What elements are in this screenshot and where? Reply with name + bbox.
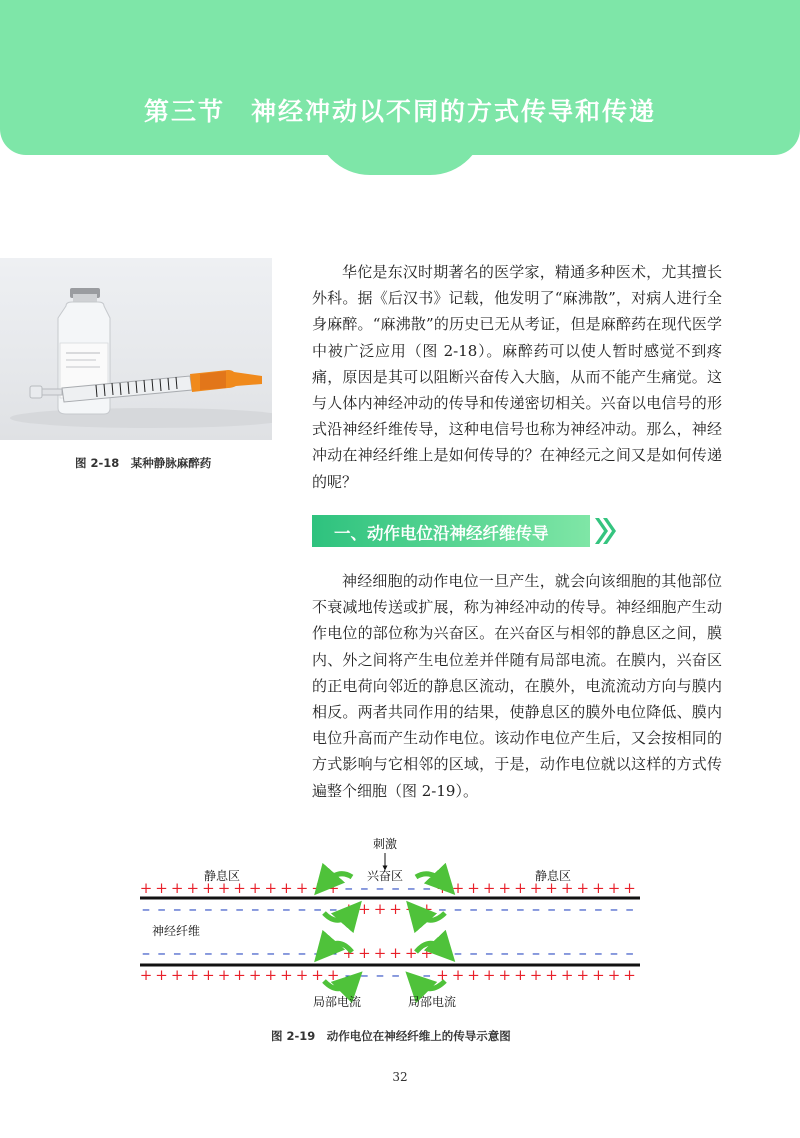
negative-charge: – xyxy=(204,943,213,962)
positive-charge: + xyxy=(529,966,543,984)
positive-charge: + xyxy=(233,966,246,984)
positive-charge: + xyxy=(482,879,496,897)
section-title: 神经冲动以不同的方式传导和传递 xyxy=(251,97,657,126)
figure-2-19-diagram xyxy=(140,830,660,1020)
positive-charge: + xyxy=(342,944,356,962)
positive-charge: + xyxy=(560,879,574,897)
negative-charge: – xyxy=(344,878,353,897)
intro-paragraph xyxy=(312,259,722,495)
positive-charge: + xyxy=(607,966,621,984)
positive-charge: + xyxy=(373,900,387,918)
negative-charge: – xyxy=(204,899,213,918)
positive-charge: + xyxy=(326,879,340,897)
negative-charge: – xyxy=(532,943,540,962)
negative-charge: – xyxy=(485,899,494,918)
negative-charge: – xyxy=(422,878,431,897)
positive-charge: + xyxy=(404,900,418,918)
local-current-right-label: 局部电流 xyxy=(407,995,457,1009)
positive-charge: + xyxy=(482,966,496,984)
negative-charge: – xyxy=(157,943,166,962)
positive-charge: + xyxy=(155,966,168,984)
positive-charge: + xyxy=(186,879,200,897)
negative-charge: – xyxy=(376,965,384,984)
negative-charge: – xyxy=(563,943,572,962)
negative-charge: – xyxy=(500,943,509,962)
page-number: 32 xyxy=(392,1070,408,1084)
positive-charge: + xyxy=(404,944,418,962)
nerve-conduction-svg xyxy=(140,830,660,1020)
negative-charge: – xyxy=(547,943,556,962)
positive-charge: + xyxy=(545,879,558,897)
positive-charge: + xyxy=(248,966,262,984)
negative-charge: – xyxy=(298,943,306,962)
positive-charge: + xyxy=(311,879,324,897)
positive-charge: + xyxy=(498,879,512,897)
negative-charge: – xyxy=(220,943,228,962)
figure-2-19-caption: 图 2-19 动作电位在神经纤维上的传导示意图 xyxy=(271,1029,511,1043)
positive-charge: + xyxy=(295,966,309,984)
positive-charge: + xyxy=(326,966,340,984)
negative-charge: – xyxy=(407,965,416,984)
lower-outer-charges xyxy=(140,965,636,984)
positive-charge: + xyxy=(623,879,636,897)
negative-charge: – xyxy=(360,965,369,984)
current-arrow-lower-in-left xyxy=(324,943,352,952)
negative-charge: – xyxy=(142,943,150,962)
positive-charge: + xyxy=(170,879,184,897)
positive-charge: + xyxy=(576,879,590,897)
positive-charge: + xyxy=(560,966,574,984)
resting-zone-left-label: 静息区 xyxy=(203,869,241,883)
positive-charge: + xyxy=(389,944,402,962)
negative-charge: – xyxy=(485,943,494,962)
positive-charge: + xyxy=(436,966,449,984)
positive-charge: + xyxy=(389,900,402,918)
negative-charge: – xyxy=(594,899,603,918)
lower-inner-charges xyxy=(142,943,634,962)
conduction-text: 神经细胞的动作电位一旦产生，就会向该细胞的其他部位不衰减地传送或扩展，称为神经冲动的传导。神经细胞产生动作电位的部位称为兴奋区。在兴奋区与相邻的静息区之间，膜内、外之间将产生电位差并伴随有局部电流。在膜内，兴奋区的正电荷向邻近的静息区流动，在膜外，电流流动方向与膜内相反。两者共同作用的结果，使静息区的膜外电位降低、膜内电位升高而产生动作电位。该动作电位产生后，又会按相同的方式影响与它相邻的区域，于是，动作电位就以这样的方式传遍整个细胞（图 2-19）。 xyxy=(312,572,722,800)
positive-charge: + xyxy=(592,879,605,897)
intro-text: 华佗是东汉时期著名的医学家，精通多种医术，尤其擅长外科。据《后汉书》记载，他发明了“麻沸散”，对病人进行全身麻醉。“麻沸散”的历史已无从考证，但是麻醉药在现代医学中被广泛应用（图 2-18）。麻醉药可以使人暂时感觉不到疼痛，原因是其可以阻断兴奋传入大脑，从而不能产生痛觉。这与人体内神经冲动的传导和传递密切相关。兴奋以电信号的形式沿神经纤维传导，这种电信号也称为神经冲动。那么，神经冲动在神经纤维上是如何传导的？在神经元之间又是如何传递的呢？ xyxy=(312,263,722,491)
negative-charge: – xyxy=(344,965,353,984)
negative-charge: – xyxy=(329,899,338,918)
positive-charge: + xyxy=(140,879,153,897)
negative-charge: – xyxy=(438,943,447,962)
positive-charge: + xyxy=(202,879,215,897)
positive-charge: + xyxy=(373,944,387,962)
negative-charge: – xyxy=(376,878,384,897)
positive-charge: + xyxy=(186,966,200,984)
negative-charge: – xyxy=(469,899,478,918)
negative-charge: – xyxy=(578,943,587,962)
negative-charge: – xyxy=(516,899,525,918)
negative-charge: – xyxy=(157,899,166,918)
negative-charge: – xyxy=(407,878,416,897)
negative-charge: – xyxy=(173,899,182,918)
negative-charge: – xyxy=(188,899,197,918)
positive-charge: + xyxy=(358,944,371,962)
negative-charge: – xyxy=(594,943,603,962)
conduction-paragraph xyxy=(312,568,722,804)
negative-charge: – xyxy=(454,899,462,918)
negative-charge: – xyxy=(532,899,540,918)
positive-charge: + xyxy=(280,966,293,984)
negative-charge: – xyxy=(235,899,244,918)
excited-zone-label: 兴奋区 xyxy=(366,869,404,883)
negative-charge: – xyxy=(391,965,400,984)
positive-charge: + xyxy=(217,966,231,984)
current-arrow-upper-in-left xyxy=(324,912,352,920)
negative-charge: – xyxy=(438,899,447,918)
positive-charge: + xyxy=(529,879,543,897)
negative-charge: – xyxy=(251,899,260,918)
positive-charge: + xyxy=(248,879,262,897)
negative-charge: – xyxy=(563,899,572,918)
positive-charge: + xyxy=(514,879,527,897)
negative-charge: – xyxy=(454,943,462,962)
positive-charge: + xyxy=(467,879,480,897)
negative-charge: – xyxy=(282,943,291,962)
negative-charge: – xyxy=(188,943,197,962)
resting-zone-right-label: 静息区 xyxy=(534,869,572,883)
positive-charge: + xyxy=(420,944,434,962)
negative-charge: – xyxy=(578,899,587,918)
positive-charge: + xyxy=(233,879,246,897)
positive-charge: + xyxy=(420,900,434,918)
positive-charge: + xyxy=(311,966,324,984)
positive-charge: + xyxy=(545,966,558,984)
negative-charge: – xyxy=(469,943,478,962)
local-current-left-label: 局部电流 xyxy=(312,995,362,1009)
positive-charge: + xyxy=(295,879,309,897)
negative-charge: – xyxy=(547,899,556,918)
positive-charge: + xyxy=(140,966,153,984)
positive-charge: + xyxy=(592,966,605,984)
negative-charge: – xyxy=(251,943,260,962)
positive-charge: + xyxy=(155,879,168,897)
section-heading-text: 一、动作电位沿神经纤维传导 xyxy=(334,524,549,543)
negative-charge: – xyxy=(360,878,369,897)
positive-charge: + xyxy=(467,966,480,984)
negative-charge: – xyxy=(235,943,244,962)
anesthetic-photo xyxy=(0,258,272,440)
negative-charge: – xyxy=(422,965,431,984)
negative-charge: – xyxy=(610,943,618,962)
negative-charge: – xyxy=(625,943,634,962)
positive-charge: + xyxy=(623,966,636,984)
positive-charge: + xyxy=(170,966,184,984)
negative-charge: – xyxy=(220,899,228,918)
negative-charge: – xyxy=(391,878,400,897)
positive-charge: + xyxy=(436,879,449,897)
negative-charge: – xyxy=(329,943,338,962)
positive-charge: + xyxy=(451,879,465,897)
negative-charge: – xyxy=(516,943,525,962)
negative-charge: – xyxy=(298,899,306,918)
negative-charge: – xyxy=(266,943,275,962)
negative-charge: – xyxy=(313,899,322,918)
double-chevron-icon xyxy=(594,515,618,547)
positive-charge: + xyxy=(451,966,465,984)
negative-charge: – xyxy=(313,943,322,962)
positive-charge: + xyxy=(514,966,527,984)
negative-charge: – xyxy=(610,899,618,918)
positive-charge: + xyxy=(576,966,590,984)
positive-charge: + xyxy=(202,966,215,984)
positive-charge: + xyxy=(264,966,278,984)
page-title xyxy=(0,92,800,128)
positive-charge: + xyxy=(358,900,371,918)
negative-charge: – xyxy=(282,899,291,918)
negative-charge: – xyxy=(266,899,275,918)
positive-charge: + xyxy=(280,879,293,897)
chapter-header xyxy=(0,0,800,175)
negative-charge: – xyxy=(173,943,182,962)
positive-charge: + xyxy=(217,879,231,897)
positive-charge: + xyxy=(607,879,621,897)
positive-charge: + xyxy=(264,879,278,897)
positive-charge: + xyxy=(498,966,512,984)
figure-2-18-caption: 图 2-18 某种静脉麻醉药 xyxy=(75,456,212,470)
nerve-fiber-label: 神经纤维 xyxy=(152,924,201,938)
section-number: 第三节 xyxy=(143,97,225,126)
section-heading xyxy=(312,515,617,547)
upper-inner-charges xyxy=(142,899,634,918)
negative-charge: – xyxy=(142,899,150,918)
stimulus-label: 刺激 xyxy=(372,837,398,851)
vial-syringe-illustration xyxy=(0,258,272,440)
negative-charge: – xyxy=(500,899,509,918)
negative-charge: – xyxy=(625,899,634,918)
header-tab xyxy=(315,120,485,175)
positive-charge: + xyxy=(342,900,356,918)
